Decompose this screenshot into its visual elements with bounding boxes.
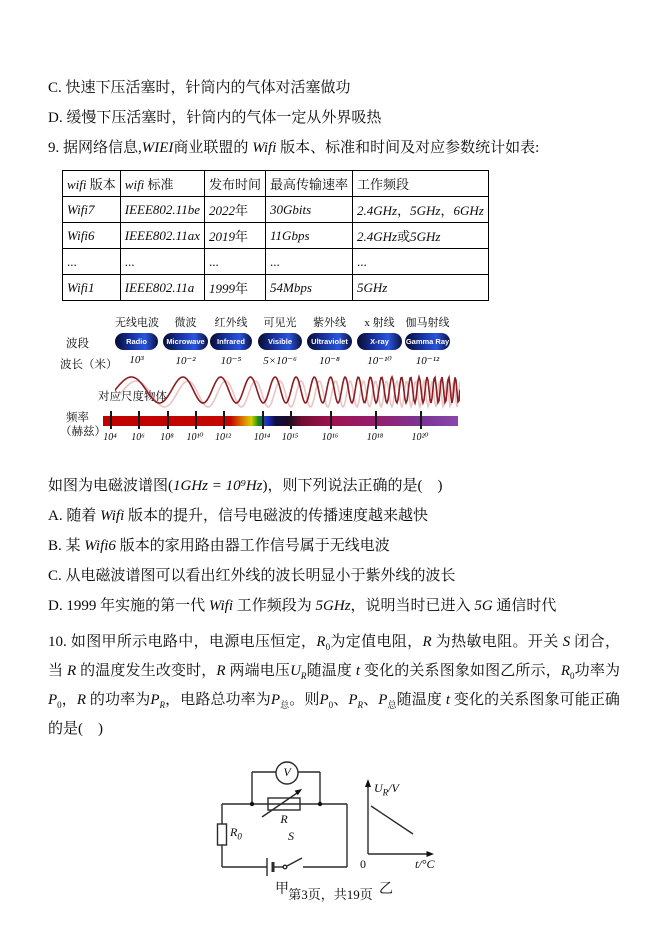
table-cell: ... <box>63 249 121 275</box>
table-row <box>63 223 489 249</box>
band-xray <box>357 314 402 367</box>
question-9-intro: 9. 据网络信息,WIEI商业联盟的 Wifi 版本、标准和时间及对应参数统计如表: <box>48 140 540 156</box>
band-en-label: X-ray <box>370 337 389 346</box>
wifi-table <box>62 170 489 301</box>
band-pill <box>210 333 252 350</box>
band-infrared <box>210 314 252 367</box>
table-header-cell: 最高传输速率 <box>266 171 353 197</box>
band-wavelength: 10⁻¹⁰ <box>367 355 392 367</box>
graph-caption: 乙 <box>379 882 393 897</box>
circuit-diagram-svg <box>210 754 450 904</box>
table-header-cell: wifi 版本 <box>63 171 121 197</box>
page-content <box>48 0 620 904</box>
freq-tick <box>420 411 422 429</box>
option-8c: C. 快速下压活塞时，针筒内的气体对活塞做功 <box>48 80 351 96</box>
freq-tick <box>110 411 112 429</box>
table-row <box>63 275 489 301</box>
band-en-label: Microwave <box>166 337 205 346</box>
em-spectrum-figure <box>60 312 470 454</box>
band-cn-label: x 射线 <box>364 317 395 329</box>
table-cell: 1999年 <box>205 275 266 301</box>
chirp-wave-illustration <box>115 368 460 412</box>
thermistor-label: R <box>280 812 288 826</box>
band-cn-label: 红外线 <box>214 317 248 329</box>
band-pill <box>163 333 208 350</box>
question-9-stem: 如图为电磁波谱图(1GHz = 10⁹Hz)，则下列说法正确的是( ) <box>48 478 443 494</box>
band-en-label: Ultraviolet <box>311 337 348 346</box>
table-cell: Wifi1 <box>63 275 121 301</box>
circuit-caption: 甲 <box>275 882 289 897</box>
table-cell: ... <box>353 249 489 275</box>
band-en-label: Radio <box>126 337 147 346</box>
freq-label: 10⁴ <box>103 432 117 443</box>
table-cell: 2019年 <box>205 223 266 249</box>
table-cell: IEEE802.11a <box>120 275 204 301</box>
table-row <box>63 249 489 275</box>
freq-tick <box>262 411 264 429</box>
frequency-gradient-bar <box>103 416 458 426</box>
option-9d: D. 1999 年实施的第一代 Wifi 工作频段为 5GHz，说明当时已进入 5G 通信时代 <box>48 598 557 614</box>
band-radio <box>115 314 158 366</box>
freq-label: 10²⁰ <box>411 432 429 443</box>
band-en-label: Gamma Ray <box>405 337 450 346</box>
band-pill <box>115 333 158 350</box>
freq-label: 10⁸ <box>160 432 174 443</box>
band-wavelength: 10⁻¹² <box>415 355 440 367</box>
scale-row-label: 对应尺度物体 <box>98 391 167 403</box>
option-8d: D. 缓慢下压活塞时，针筒内的气体一定从外界吸热 <box>48 110 382 126</box>
table-header-cell: 发布时间 <box>205 171 266 197</box>
band-wavelength: 10⁻² <box>175 355 196 367</box>
option-9b: B. 某 Wifi6 版本的家用路由器工作信号属于无线电波 <box>48 538 390 554</box>
band-gamma <box>405 314 450 367</box>
frequency-row-label-unit: （赫兹） <box>60 426 106 438</box>
band-cn-label: 可见光 <box>263 317 297 329</box>
freq-label: 10¹⁸ <box>366 432 384 443</box>
table-cell: ... <box>205 249 266 275</box>
frequency-row-label: 频率 <box>66 412 89 424</box>
freq-label: 10⁶ <box>131 432 145 443</box>
table-cell: 5GHz <box>353 275 489 301</box>
band-en-label: Visible <box>267 337 293 346</box>
band-wavelength: 10³ <box>129 354 144 366</box>
band-wavelength: 10⁻⁵ <box>220 355 242 367</box>
freq-tick <box>167 411 169 429</box>
table-cell: 2022年 <box>205 197 266 223</box>
band-microwave <box>163 314 208 367</box>
table-header-cell: 工作频段 <box>353 171 489 197</box>
band-cn-label: 紫外线 <box>313 317 346 329</box>
freq-tick <box>223 411 225 429</box>
band-pill <box>357 333 402 350</box>
table-header-cell: wifi 标准 <box>120 171 204 197</box>
band-wavelength: 10⁻⁸ <box>319 355 340 367</box>
table-header-row <box>63 171 489 197</box>
table-cell: 11Gbps <box>266 223 353 249</box>
freq-label: 10¹⁴ <box>253 432 271 443</box>
table-cell: 2.4GHz或5GHz <box>353 223 489 249</box>
freq-label: 10¹² <box>215 432 231 443</box>
switch-label: S <box>288 829 294 843</box>
graph-y-axis-label: $U_R/V$ <box>374 781 399 798</box>
band-wavelength: 5×10⁻⁶ <box>263 355 297 367</box>
freq-tick <box>290 411 292 429</box>
freq-label: 10¹⁵ <box>281 432 299 443</box>
option-9c: C. 从电磁波谱图可以看出红外线的波长明显小于紫外线的波长 <box>48 568 456 584</box>
band-pill <box>258 333 302 350</box>
table-cell: 54Mbps <box>266 275 353 301</box>
band-cn-label: 微波 <box>174 317 197 329</box>
table-cell: Wifi7 <box>63 197 121 223</box>
graph-origin-label: 0 <box>360 857 366 871</box>
table-cell: 2.4GHz，5GHz，6GHz <box>353 197 489 223</box>
band-cn-label: 伽马射线 <box>405 317 450 329</box>
graph-x-axis-label: t/°C <box>415 857 435 871</box>
band-en-label: Infrared <box>217 337 245 346</box>
circuit-and-graph-figure <box>210 754 450 904</box>
question-10-stem: 10. 如图甲所示电路中，电源电压恒定，$R_0$为定值电阻，R 为热敏电阻。开关 S 闭合，当 R 的温度发生改变时，R 两端电压$U_R$随温度 t 变化的关系图象如图乙所示，$R_0$功率为$P_0$，R 的功率为$P_R$，电路总功率为$P_总$。则$P_0$、$P_R$、$P_总$随温度 t 变化的关系图象可能正确的是( ) <box>48 634 620 737</box>
freq-tick <box>138 411 140 429</box>
voltmeter-label: V <box>283 764 291 779</box>
wavelength-row-label: 波长（米） <box>60 359 118 371</box>
freq-tick <box>330 411 332 429</box>
band-pill <box>405 333 450 350</box>
freq-label: 10¹⁶ <box>321 432 339 443</box>
band-cn-label: 无线电波 <box>115 317 159 329</box>
option-9a: A. 随着 Wifi 版本的提升，信号电磁波的传播速度越来越快 <box>48 508 429 524</box>
band-ultraviolet <box>307 314 352 367</box>
table-cell: 30Gbits <box>266 197 353 223</box>
freq-tick <box>375 411 377 429</box>
table-cell: Wifi6 <box>63 223 121 249</box>
table-cell: ... <box>266 249 353 275</box>
table-cell: IEEE802.11be <box>120 197 204 223</box>
freq-label: 10¹⁰ <box>186 432 204 443</box>
band-pill <box>307 333 352 350</box>
band-row-label: 波段 <box>66 338 89 350</box>
page-number: 第3页，共19页 <box>288 887 373 902</box>
band-visible <box>258 314 302 367</box>
table-cell: ... <box>120 249 204 275</box>
table-row <box>63 197 489 223</box>
fixed-resistor-label: $R_0$ <box>230 825 242 842</box>
table-cell: IEEE802.11ax <box>120 223 204 249</box>
freq-tick <box>195 411 197 429</box>
